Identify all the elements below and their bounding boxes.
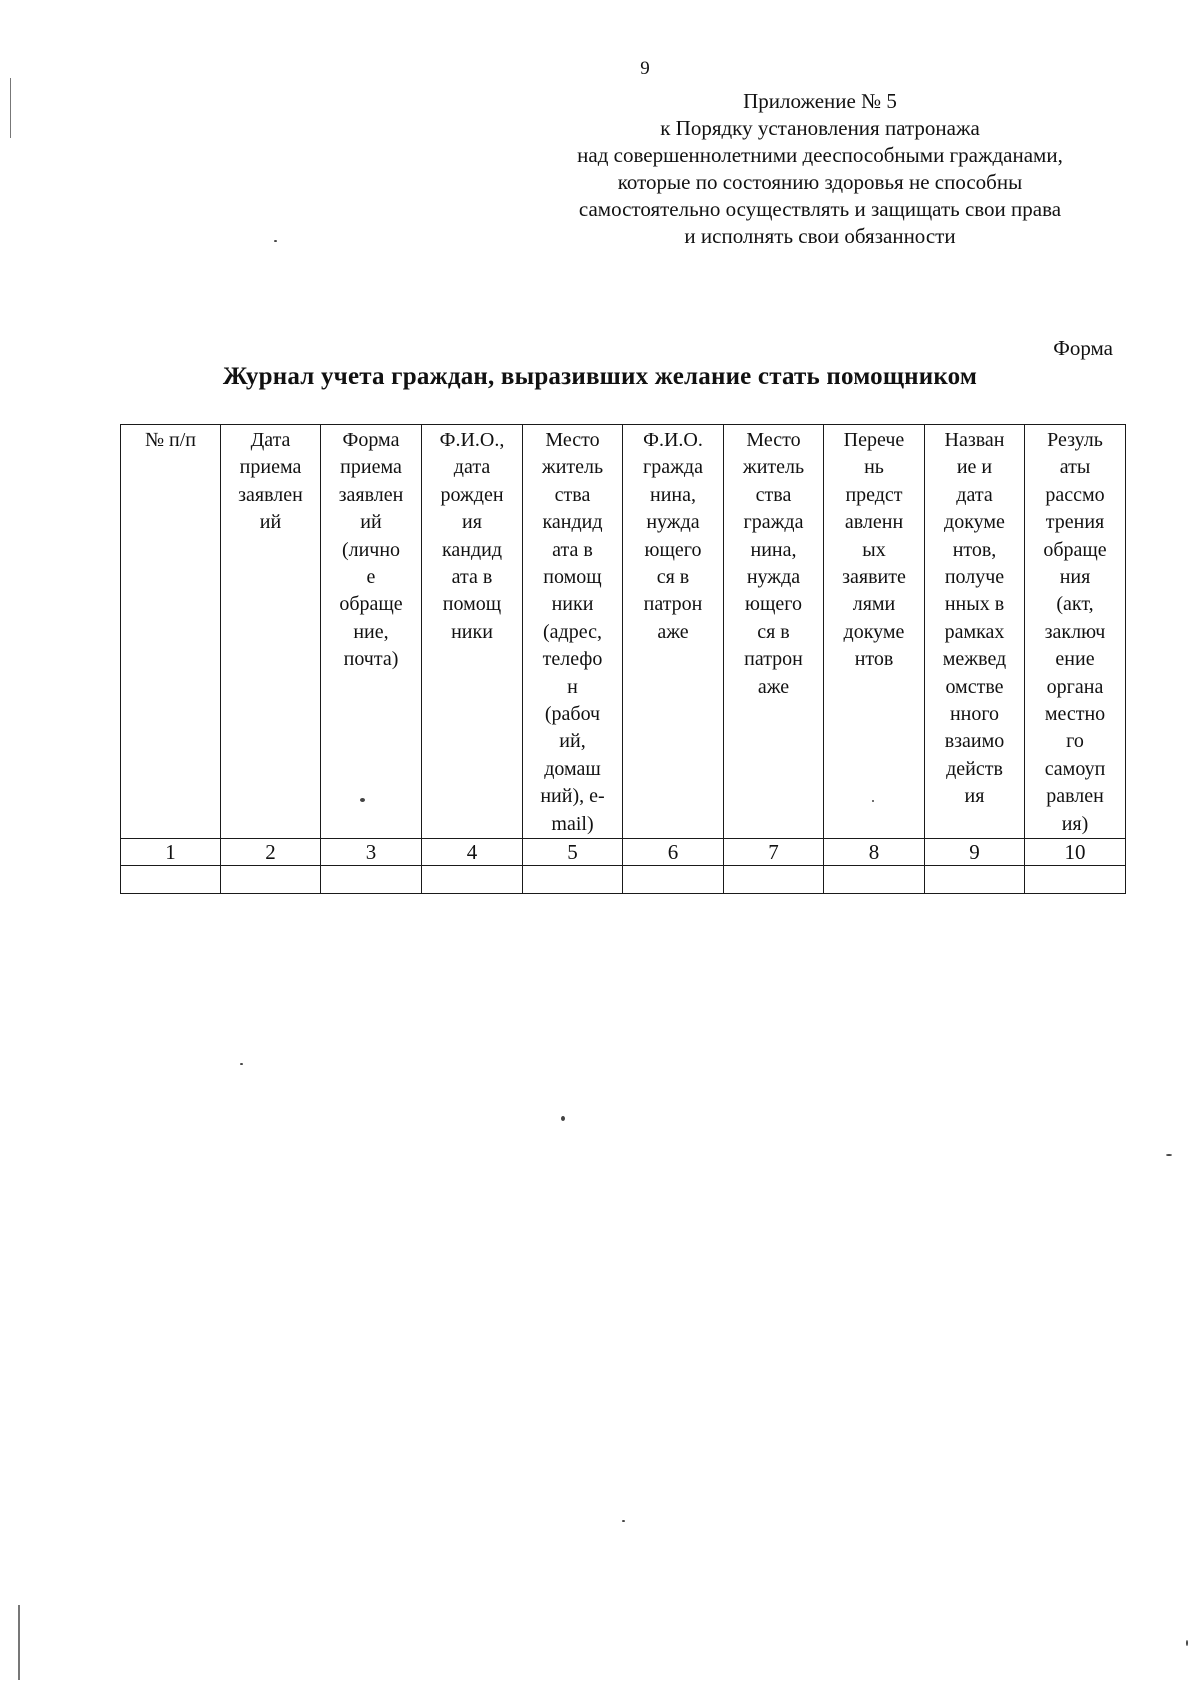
- column-number-cell: 10: [1025, 839, 1126, 866]
- column-header-line: телефо: [542, 648, 603, 671]
- column-header-line: заявите: [842, 566, 906, 589]
- column-header-line: рожден: [440, 483, 504, 506]
- column-header-line: житель: [742, 456, 805, 479]
- empty-cell: [925, 866, 1025, 894]
- appendix-line: Приложение № 5: [743, 89, 897, 113]
- column-number-row: [121, 839, 1126, 866]
- column-header-6: [623, 425, 724, 839]
- column-header-line: ия: [462, 511, 482, 534]
- column-header-line: почта): [343, 648, 399, 671]
- column-header-line: ия: [964, 785, 985, 808]
- column-header-line: ия): [1061, 812, 1089, 835]
- column-header-line: № п/п: [144, 429, 197, 451]
- column-header-line: нтов,: [952, 538, 997, 561]
- column-header-line: межвед: [942, 648, 1007, 671]
- column-header-1: [121, 425, 221, 839]
- column-header-line: патрон: [643, 593, 703, 616]
- column-header-8: [824, 425, 925, 839]
- column-header-line: помощ: [543, 566, 602, 589]
- column-header-line: ата в: [451, 566, 493, 589]
- column-header-line: докуме: [843, 620, 905, 643]
- column-header-line: приема: [239, 456, 302, 479]
- column-header-line: получе: [944, 566, 1005, 589]
- column-header-line: mail): [551, 812, 594, 835]
- empty-cell: [824, 866, 925, 894]
- column-header-line: нных в: [944, 593, 1005, 616]
- empty-cell: [1025, 866, 1126, 894]
- column-header-line: ых: [862, 538, 886, 561]
- column-number-cell: 8: [824, 839, 925, 866]
- column-header-line: заявлен: [238, 483, 303, 506]
- appendix-line: самостоятельно осуществлять и защищать свои права: [578, 197, 1062, 221]
- column-header-line: патрон: [744, 648, 803, 671]
- column-header-line: рамках: [944, 620, 1005, 643]
- column-number-cell: 6: [623, 839, 724, 866]
- column-header-line: ники: [551, 593, 594, 616]
- column-header-line: ющего: [745, 593, 802, 616]
- appendix-line: и исполнять свои обязанности: [684, 224, 956, 248]
- column-header-line: самоуп: [1044, 757, 1106, 780]
- empty-cell: [321, 866, 422, 894]
- appendix-line: которые по состоянию здоровья не способны: [617, 170, 1023, 194]
- column-number-cell: 7: [724, 839, 824, 866]
- column-header-line: го: [1066, 730, 1084, 753]
- column-header-10: [1025, 425, 1126, 839]
- appendix-line: к Порядку установления патронажа: [660, 116, 980, 140]
- column-header-line: взаимо: [944, 730, 1005, 753]
- scan-speck: [240, 1063, 243, 1065]
- column-header-line: дата: [453, 456, 491, 479]
- column-header-line: ий,: [559, 730, 586, 753]
- column-header-7: [724, 425, 824, 839]
- column-header-line: ие и: [956, 456, 993, 479]
- column-header-line: авленн: [844, 511, 904, 534]
- column-header-line: житель: [541, 456, 604, 479]
- form-label: Форма: [1053, 336, 1113, 360]
- column-header-line: заявлен: [338, 483, 404, 506]
- appendix-heading: [540, 88, 1100, 250]
- column-header-line: местно: [1044, 703, 1106, 726]
- empty-data-row: [121, 866, 1126, 894]
- column-header-line: Ф.И.О.,: [439, 429, 505, 451]
- empty-cell: [623, 866, 724, 894]
- column-header-line: ий: [259, 511, 282, 534]
- page-number: 9: [640, 58, 650, 79]
- column-header-line: (адрес,: [543, 620, 602, 643]
- column-header-line: Резуль: [1047, 429, 1103, 451]
- empty-cell: [121, 866, 221, 894]
- column-header-line: е: [366, 566, 376, 589]
- scan-edge-line: [18, 1605, 20, 1680]
- column-header-line: дата: [956, 483, 993, 506]
- column-header-line: трения: [1045, 511, 1105, 534]
- column-header-line: ата в: [552, 538, 593, 561]
- scan-speck: [360, 798, 365, 802]
- scan-speck: [1186, 1640, 1188, 1646]
- column-number-cell: 1: [121, 839, 221, 866]
- appendix-line: над совершеннолетними дееспособными гражданами,: [577, 143, 1063, 167]
- document-title: Журнал учета граждан, выразивших желание стать помощником: [222, 363, 978, 390]
- column-header-line: нина,: [750, 538, 797, 561]
- column-header-line: Место: [746, 429, 801, 451]
- column-header-line: ния: [1059, 566, 1091, 589]
- column-header-line: ющего: [644, 538, 702, 561]
- column-header-line: кандид: [441, 538, 503, 561]
- column-header-line: (рабоч: [544, 703, 601, 726]
- column-number-cell: 2: [221, 839, 321, 866]
- empty-cell: [724, 866, 824, 894]
- column-number-cell: 4: [422, 839, 523, 866]
- column-header-line: действ: [946, 757, 1003, 780]
- column-header-line: ение: [1055, 648, 1095, 671]
- column-header-line: органа: [1046, 675, 1104, 698]
- column-header-line: рассмо: [1045, 483, 1105, 506]
- column-header-line: обраще: [1043, 538, 1107, 561]
- column-header-line: нтов: [854, 648, 894, 671]
- column-header-line: приема: [340, 456, 402, 479]
- empty-cell: [422, 866, 523, 894]
- column-header-line: гражда: [743, 511, 804, 534]
- column-header-line: нина,: [650, 483, 696, 506]
- column-header-line: нного: [949, 703, 1000, 726]
- column-header-line: равлен: [1046, 785, 1104, 808]
- column-header-line: Перече: [843, 429, 905, 451]
- column-header-line: ства: [554, 483, 591, 506]
- column-header-line: Форма: [342, 429, 400, 451]
- column-header-line: домаш: [544, 757, 601, 780]
- column-header-line: ся в: [757, 620, 790, 643]
- column-number-cell: 5: [523, 839, 623, 866]
- column-header-line: (акт,: [1056, 593, 1094, 616]
- column-header-4: [422, 425, 523, 839]
- column-header-line: Ф.И.О.: [643, 429, 703, 451]
- scan-speck: [622, 1520, 625, 1522]
- column-number-cell: 9: [925, 839, 1025, 866]
- column-header-line: гражда: [643, 456, 703, 479]
- column-header-line: Назван: [944, 429, 1005, 451]
- scan-speck: [561, 1116, 565, 1121]
- scan-edge-line: [10, 78, 11, 138]
- column-header-9: [925, 425, 1025, 839]
- column-header-line: нужда: [646, 511, 700, 534]
- column-header-line: Дата: [250, 429, 291, 451]
- column-header-line: докуме: [944, 511, 1005, 534]
- column-header-line: (лично: [341, 538, 401, 561]
- column-header-line: кандид: [542, 511, 603, 534]
- column-header-line: помощ: [442, 593, 502, 616]
- column-header-line: заключ: [1044, 620, 1106, 643]
- column-header-line: ся в: [656, 566, 690, 589]
- column-header-2: [221, 425, 321, 839]
- column-header-line: ний), e-: [540, 785, 605, 808]
- column-header-line: аже: [757, 675, 790, 698]
- column-header-line: омстве: [945, 675, 1004, 698]
- scan-speck: [1166, 1154, 1172, 1156]
- column-header-line: обраще: [339, 593, 403, 616]
- empty-cell: [523, 866, 623, 894]
- journal-table: [120, 424, 1126, 894]
- column-header-line: Место: [545, 429, 600, 451]
- column-header-line: аты: [1059, 456, 1091, 479]
- column-header-line: ние,: [353, 620, 389, 643]
- column-header-3: [321, 425, 422, 839]
- column-header-line: лями: [852, 593, 896, 616]
- column-header-line: ий: [360, 511, 382, 534]
- column-header-line: аже: [657, 620, 689, 643]
- column-header-line: предст: [845, 483, 903, 506]
- column-header-5: [523, 425, 623, 839]
- header-row: [121, 425, 1126, 839]
- column-header-line: ства: [755, 483, 792, 506]
- empty-cell: [221, 866, 321, 894]
- column-header-line: ники: [451, 620, 493, 643]
- scan-speck: [872, 800, 874, 802]
- column-header-line: нь: [864, 456, 884, 479]
- scan-speck: [274, 240, 277, 242]
- column-number-cell: 3: [321, 839, 422, 866]
- column-header-line: нужда: [746, 566, 801, 589]
- column-header-line: н: [567, 675, 578, 698]
